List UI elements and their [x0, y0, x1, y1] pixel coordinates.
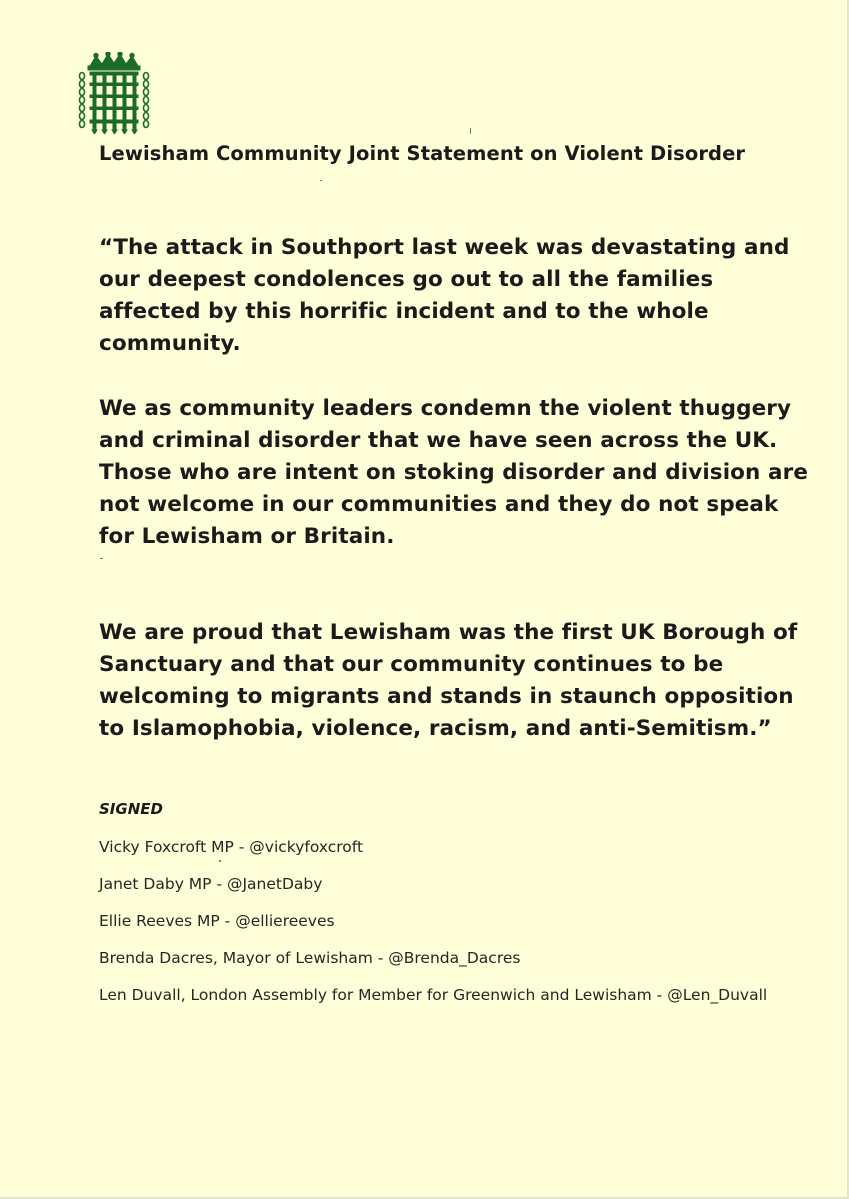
scan-speck: [320, 180, 322, 181]
scan-speck: [470, 128, 471, 134]
signatory-1: Vicky Foxcroft MP - @vickyfoxcroft: [99, 838, 364, 856]
signatory-2: Janet Daby MP - @JanetDaby: [99, 875, 323, 893]
scan-speck: [100, 558, 103, 559]
signatory-5: Len Duvall, London Assembly for Member for Greenwich and Lewisham - @Len_Duvall: [99, 986, 768, 1004]
signatory-3: Ellie Reeves MP - @elliereeves: [99, 912, 335, 930]
statement-paragraph-3: We are proud that Lewisham was the first UK Borough of Sanctuary and that our community continues to be welcoming to migrants and stands in staunch opposition to Islamophobia, violence, racism, and anti-Semitism.”: [99, 620, 798, 741]
portcullis-icon: [76, 52, 152, 134]
signed-heading: SIGNED: [99, 800, 163, 818]
scan-speck: [219, 860, 221, 862]
statement-paragraph-1: “The attack in Southport last week was devastating and our deepest condolences go out to all the families affected by this horrific incident and to the whole community.: [99, 235, 790, 356]
page-title: Lewisham Community Joint Statement on Violent Disorder: [99, 142, 746, 165]
signatory-list: [99, 836, 819, 1021]
signatory-4: Brenda Dacres, Mayor of Lewisham - @Brenda_Dacres: [99, 949, 521, 967]
statement-paragraph-2: We as community leaders condemn the violent thuggery and criminal disorder that we have seen across the UK. Those who are intent on stoking disorder and division are not welcome in our communities and they do not speak for Lewisham or Britain.: [99, 396, 809, 549]
